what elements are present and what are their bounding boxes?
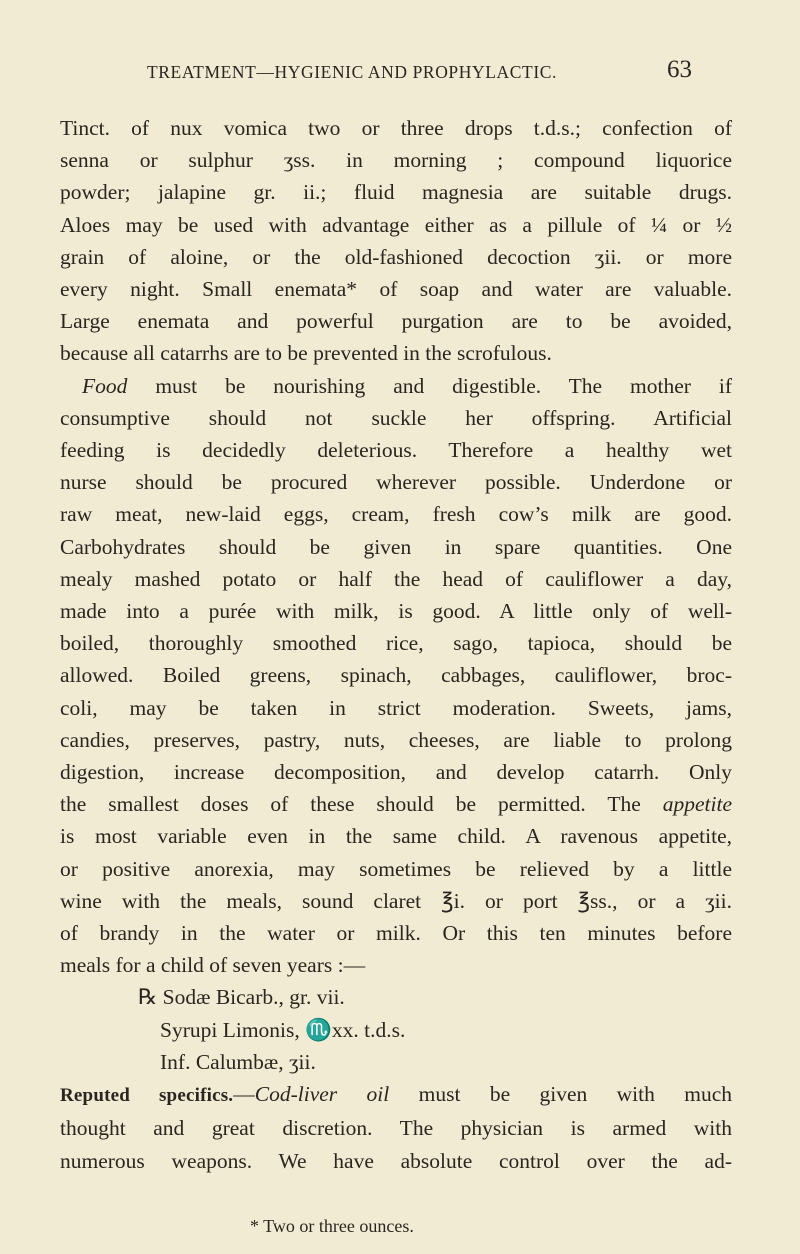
- specifics-line: [60, 1078, 732, 1112]
- text-line: Large enemata and powerful purgation are to be avoided,: [60, 309, 732, 334]
- food-heading: Food: [82, 373, 128, 398]
- specifics-line-rest: must be given with much: [389, 1082, 732, 1107]
- appetite-line-text: the smallest doses of these should be permitted. The: [60, 792, 663, 817]
- specifics-dash: —: [233, 1082, 255, 1107]
- text-line: wine with the meals, sound claret ℥i. or port ℥ss., or a ʒii.: [60, 888, 732, 913]
- text-line: consumptive should not suckle her offspring. Artificial: [60, 405, 732, 430]
- text-line: digestion, increase decomposition, and develop catarrh. Only: [60, 760, 732, 785]
- text-line: nurse should be procured wherever possible. Underdone or: [60, 470, 732, 495]
- text-line: mealy mashed potato or half the head of cauliflower a day,: [60, 566, 732, 591]
- text-line: raw meat, new-laid eggs, cream, fresh cow’s milk are good.: [60, 502, 732, 527]
- text-line: every night. Small enemata* of soap and water are valuable.: [60, 277, 732, 302]
- text-line: Tinct. of nux vomica two or three drops t.d.s.; confection of: [60, 116, 732, 140]
- body-text: [60, 112, 732, 1177]
- page-header: [60, 58, 732, 88]
- appetite-line: [60, 788, 732, 820]
- text-line: numerous weapons. We have absolute control over the ad-: [60, 1148, 732, 1173]
- prescription-line: Inf. Calumbæ, ʒii.: [160, 1049, 316, 1074]
- food-line-rest: must be nourishing and digestible. The mother if: [127, 373, 732, 398]
- text-line: of brandy in the water or milk. Or this ten minutes before: [60, 921, 732, 946]
- text-line: coli, may be taken in strict moderation. Sweets, jams,: [60, 695, 732, 720]
- text-line: or positive anorexia, may sometimes be relieved by a little: [60, 856, 732, 881]
- footnote: * Two or three ounces.: [250, 1216, 414, 1236]
- text-line: made into a purée with milk, is good. A little only of well-: [60, 599, 732, 624]
- prescription-line: Syrupi Limonis, ♏xx. t.d.s.: [160, 1017, 406, 1042]
- text-line: boiled, thoroughly smoothed rice, sago, tapioca, should be: [60, 631, 732, 656]
- text-line: because all catarrhs are to be prevented in the scrofulous.: [60, 341, 552, 366]
- text-line: powder; jalapine gr. ii.; fluid magnesia are suitable drugs.: [60, 180, 732, 205]
- text-line: meals for a child of seven years :—: [60, 953, 366, 978]
- page-number: 63: [667, 56, 692, 83]
- text-line: Carbohydrates should be given in spare quantities. One: [60, 534, 732, 559]
- food-paragraph-start: [60, 370, 732, 402]
- specifics-heading: Reputed specifics.: [60, 1085, 234, 1107]
- text-line: allowed. Boiled greens, spinach, cabbages, cauliflower, broc-: [60, 663, 732, 688]
- text-line: Aloes may be used with advantage either as a pillule of ¼ or ½: [60, 212, 732, 237]
- text-line: senna or sulphur ʒss. in morning ; compound liquorice: [60, 148, 732, 173]
- text-line: thought and great discretion. The physician is armed with: [60, 1116, 732, 1141]
- appetite-heading: appetite: [662, 792, 732, 817]
- cod-liver-oil: Cod-liver oil: [254, 1082, 390, 1107]
- running-head: TREATMENT—HYGIENIC AND PROPHYLACTIC.: [147, 62, 558, 82]
- text-line: is most variable even in the same child. A ravenous appetite,: [60, 824, 732, 849]
- text-line: grain of aloine, or the old-fashioned decoction ʒii. or more: [60, 244, 732, 269]
- text-line: candies, preserves, pastry, nuts, cheeses, are liable to prolong: [60, 727, 732, 752]
- text-line: feeding is decidedly deleterious. Therefore a healthy wet: [60, 438, 732, 463]
- prescription-line: ℞ Sodæ Bicarb., gr. vii.: [138, 985, 345, 1010]
